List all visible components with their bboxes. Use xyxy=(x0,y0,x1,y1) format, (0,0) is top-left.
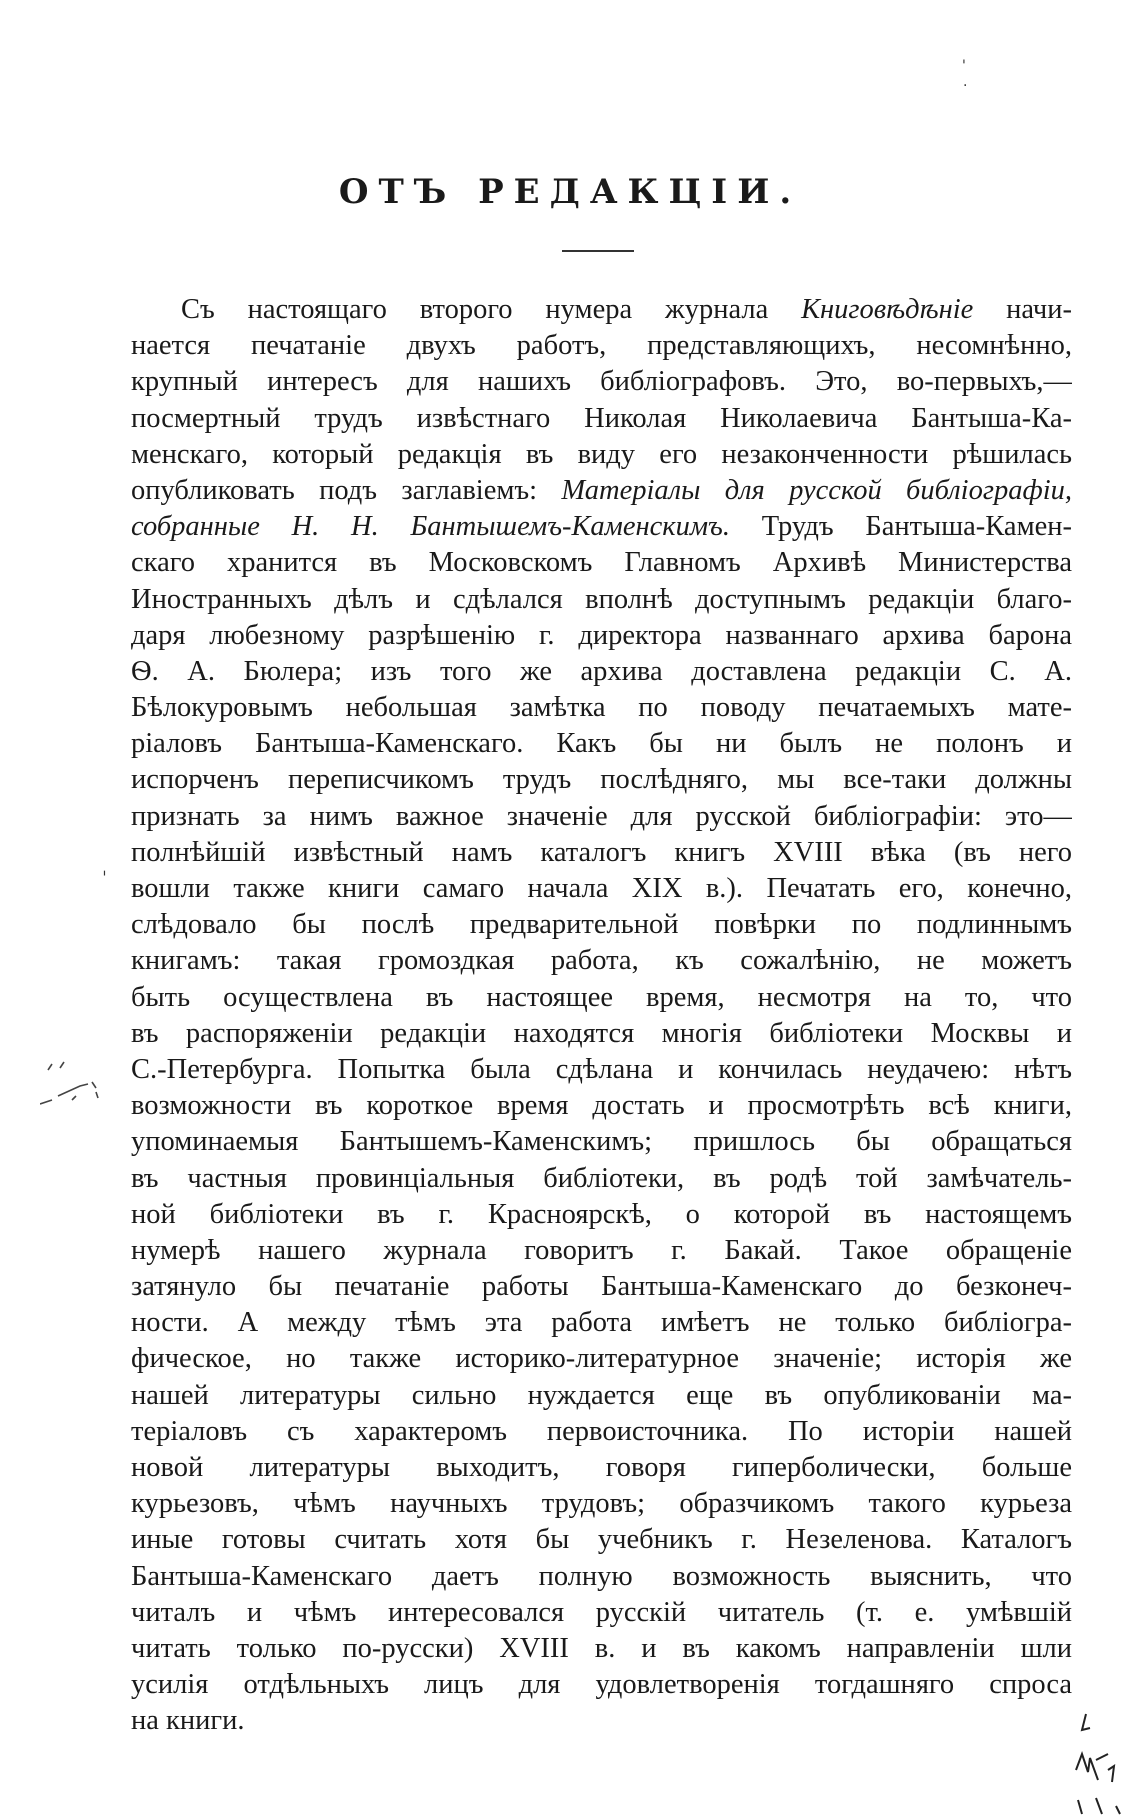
text-segment: нумерѣ нашего журнала говоритъ г. Бакай. Такое обращеніе xyxy=(131,1234,1072,1266)
pencil-scribble-icon xyxy=(40,1060,110,1110)
text-segment: на книги. xyxy=(131,1705,245,1737)
text-segment: опубликовать подъ заглавіемъ: xyxy=(131,474,562,506)
text-segment: признать за нимъ важное значеніе для русской библіографіи: это— xyxy=(131,800,1072,832)
text-line xyxy=(131,1486,1072,1522)
text-line xyxy=(131,1088,1072,1124)
text-line xyxy=(131,1341,1072,1377)
text-line xyxy=(131,1631,1072,1667)
text-segment: Иностранныхъ дѣлъ и сдѣлался вполнѣ доступнымъ редакціи благо- xyxy=(131,583,1072,615)
text-line xyxy=(131,1016,1072,1052)
text-line xyxy=(131,473,1072,509)
text-segment: быть осуществлена въ настоящее время, несмотря на то, что xyxy=(131,981,1072,1013)
text-line xyxy=(131,437,1072,473)
text-line xyxy=(131,1124,1072,1160)
text-line xyxy=(131,654,1072,690)
page-title: ОТЪ РЕДАКЦІИ. xyxy=(338,172,802,212)
text-line xyxy=(131,292,1072,328)
text-line xyxy=(131,1414,1072,1450)
text-segment: С.-Петербурга. Попытка была сдѣлана и кончилась неудачею: нѣтъ xyxy=(131,1053,1072,1085)
text-line xyxy=(131,1595,1072,1631)
text-segment: Ѳ. А. Бюлера; изъ того же архива доставлена редакціи С. А. xyxy=(131,655,1072,687)
text-segment: Съ настоящаго второго нумера журнала xyxy=(181,294,802,325)
text-line xyxy=(131,726,1072,762)
italic-title: Книговѣдѣніе xyxy=(801,294,974,325)
text-segment: испорченъ переписчикомъ трудъ послѣдняго, мы все-таки должны xyxy=(131,764,1072,796)
text-segment: иные готовы считать хотя бы учебникъ г. Незеленова. Каталогъ xyxy=(131,1524,1072,1556)
text-line xyxy=(131,1161,1072,1197)
text-segment: ной библіотеки въ г. Красноярскѣ, о которой въ настоящемъ xyxy=(131,1198,1072,1230)
text-line xyxy=(131,907,1072,943)
text-line xyxy=(131,582,1072,618)
text-segment: возможности въ короткое время достать и просмотрѣть всѣ книги, xyxy=(131,1090,1072,1122)
text-line xyxy=(131,980,1072,1016)
text-segment: новой литературы выходитъ, говоря гиперболически, больше xyxy=(131,1452,1072,1483)
text-segment: въ частныя провинціальныя библіотеки, въ родѣ той замѣчатель- xyxy=(131,1162,1072,1194)
scan-speck: ' xyxy=(962,58,966,74)
title-divider xyxy=(562,250,634,252)
text-segment: усилія отдѣльныхъ лицъ для удовлетворенія тогдашняго спроса xyxy=(131,1669,1072,1701)
text-segment: ности. А между тѣмъ эта работа имѣетъ не только библіогра- xyxy=(131,1307,1072,1339)
text-segment: курьезовъ, чѣмъ научныхъ трудовъ; образчикомъ такого курьеза xyxy=(131,1488,1072,1520)
text-line xyxy=(131,871,1072,907)
text-line xyxy=(131,1378,1072,1414)
margin-mark: ˈ xyxy=(102,868,107,889)
text-segment: Трудъ Бантыша-Камен- xyxy=(729,511,1072,543)
scan-speck: · xyxy=(963,78,968,94)
text-line xyxy=(131,1703,1072,1739)
text-segment: Бантыша-Каменскаго даетъ полную возможность выяснить, что xyxy=(131,1560,1072,1592)
text-line xyxy=(131,401,1072,437)
text-segment: въ распоряженіи редакціи находятся многія библіотеки Москвы и xyxy=(131,1017,1072,1049)
text-segment: даря любезному разрѣшенію г. директора названнаго архива барона xyxy=(131,619,1072,651)
text-line xyxy=(131,618,1072,654)
corner-scribble xyxy=(1068,1710,1138,1815)
text-line xyxy=(131,1052,1072,1088)
text-line xyxy=(131,835,1072,871)
margin-pencil-mark xyxy=(40,1060,110,1110)
italic-title: собранные Н. Н. Бантышемъ-Каменскимъ. xyxy=(131,511,730,543)
text-line xyxy=(131,1305,1072,1341)
text-segment: читалъ и чѣмъ интересовался русскій читатель (т. е. умѣвшій xyxy=(131,1596,1072,1628)
text-line xyxy=(131,1667,1072,1703)
text-segment: книгамъ: такая громоздкая работа, къ сожалѣнію, не можетъ xyxy=(131,945,1072,977)
text-segment: нашей литературы сильно нуждается еще въ опубликованіи ма- xyxy=(131,1379,1072,1411)
text-line xyxy=(131,943,1072,979)
text-line xyxy=(131,1450,1072,1486)
text-segment: скаго хранится въ Московскомъ Главномъ Архивѣ Министерства xyxy=(131,547,1072,579)
text-line xyxy=(131,328,1072,364)
text-segment: крупный интересъ для нашихъ библіографовъ. Это, во-первыхъ,— xyxy=(131,366,1072,398)
italic-title: Матеріалы для русской библіографіи, xyxy=(561,474,1072,506)
text-segment: читать только по-русски) XVIII в. и въ какомъ направленіи шли xyxy=(131,1632,1072,1664)
text-line xyxy=(131,1522,1072,1558)
text-line xyxy=(131,1233,1072,1269)
text-line xyxy=(131,1197,1072,1233)
text-line xyxy=(131,509,1072,545)
text-segment: нается печатаніе двухъ работъ, представляющихъ, несомнѣнно, xyxy=(131,330,1072,362)
text-segment: посмертный трудъ извѣстнаго Николая Николаевича Бантыша-Ка- xyxy=(131,402,1072,434)
text-segment: полнѣйшій извѣстный намъ каталогъ книгъ XVIII вѣка (въ него xyxy=(131,836,1072,868)
text-segment: фическое, но также историко-литературное значеніе; исторія же xyxy=(131,1343,1072,1375)
text-segment: упоминаемыя Бантышемъ-Каменскимъ; пришлось бы обращаться xyxy=(131,1126,1072,1158)
body-paragraph xyxy=(131,292,1072,1740)
text-segment: начи- xyxy=(973,294,1072,325)
text-segment: слѣдовало бы послѣ предварительной повѣрки по подлиннымъ xyxy=(131,909,1072,941)
text-line xyxy=(131,1269,1072,1305)
corner-scribble-icon xyxy=(1068,1710,1138,1815)
text-segment: Бѣлокуровымъ небольшая замѣтка по поводу печатаемыхъ мате- xyxy=(131,692,1072,724)
text-line xyxy=(131,799,1072,835)
text-segment: менскаго, который редакція въ виду его незаконченности рѣшилась xyxy=(131,438,1072,470)
text-line xyxy=(131,762,1072,798)
text-segment: затянуло бы печатаніе работы Бантыша-Каменскаго до безконеч- xyxy=(131,1271,1072,1303)
text-line xyxy=(131,545,1072,581)
text-line xyxy=(131,1559,1072,1595)
text-line xyxy=(131,364,1072,400)
text-line xyxy=(131,690,1072,726)
text-segment: теріаловъ съ характеромъ первоисточника. По исторіи нашей xyxy=(131,1415,1072,1447)
text-segment: ріаловъ Бантыша-Каменскаго. Какъ бы ни былъ не полонъ и xyxy=(131,728,1072,760)
text-segment: вошли также книги самаго начала XIX в.). Печатать его, конечно, xyxy=(131,873,1072,904)
